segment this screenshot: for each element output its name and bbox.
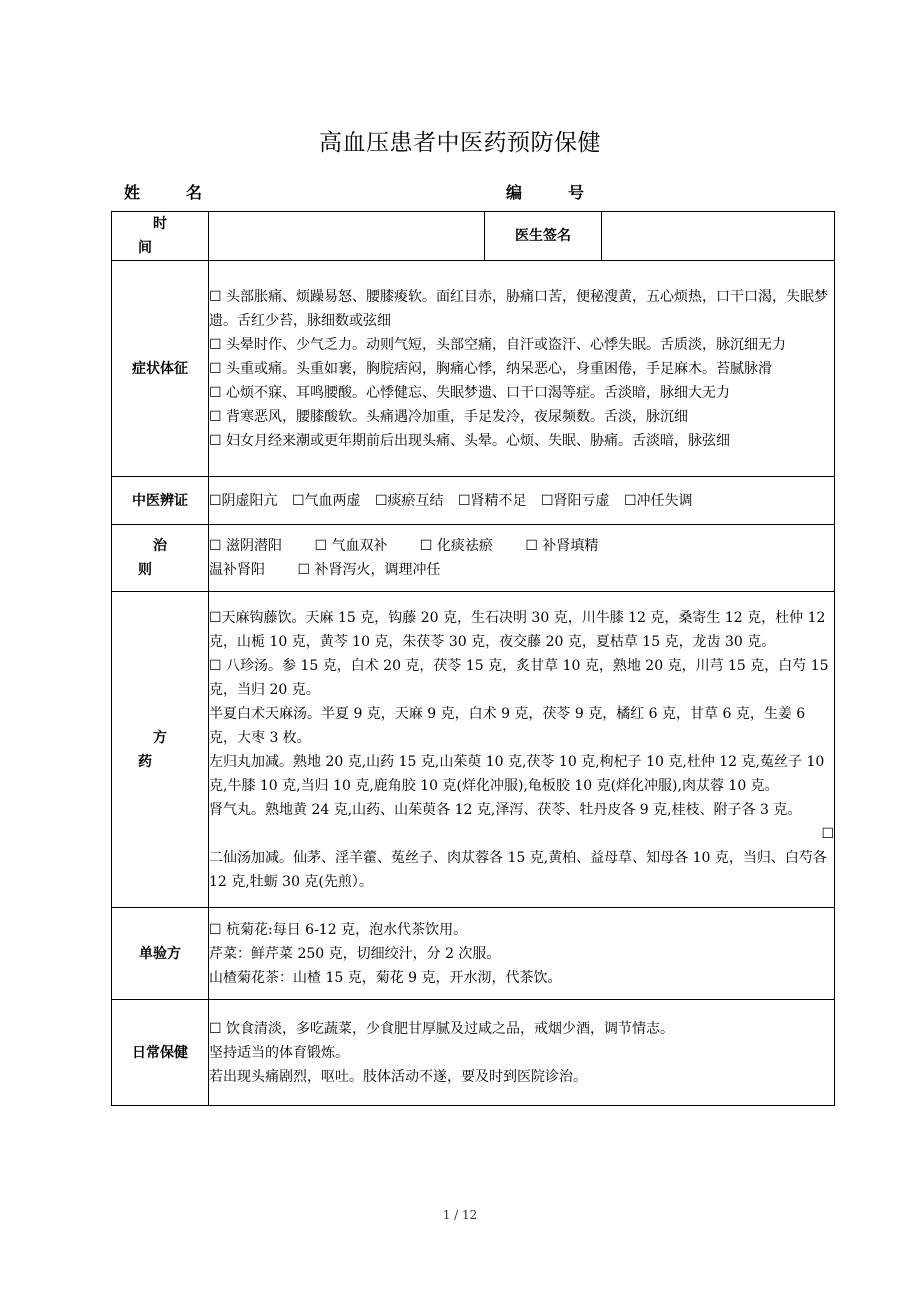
daily-care-content [209,1000,835,1106]
prescription-checkbox[interactable]: ☐ [821,825,834,842]
symptoms-content [209,261,835,477]
page-number: 1 / 12 [442,1208,478,1222]
symptom-option[interactable]: ☐ 头晕时作、少气乏力。动则气短，头部空痛，自汗或盗汗、心悸失眠。舌质淡，脉沉细无力 [209,336,786,353]
principles-label: 治则 [112,525,209,592]
remedy-item[interactable]: ☐ 杭菊花:每日 6-12 克，泡水代茶饮用。 [209,921,468,938]
prescription-option[interactable]: 半夏白术天麻汤。半夏 9 克，天麻 9 克，白术 9 克，茯苓 9 克，橘红 6 克，甘草 6 克，生姜 6 克，大枣 3 枚。 [209,705,806,746]
prescriptions-label: 方药 [112,592,209,908]
symptom-option[interactable]: ☐ 妇女月经来潮或更年期前后出现头痛、头晕。心烦、失眠、胁痛。舌淡暗，脉弦细 [209,432,730,449]
daily-care-item: 若出现头痛剧烈，呕吐。肢体活动不遂，要及时到医院诊治。 [209,1068,587,1085]
diagnosis-row [112,477,835,525]
prescription-option[interactable]: ☐天麻钩藤饮。天麻 15 克，钩藤 20 克，生石决明 30 克，川牛膝 12 克，桑寄生 12 克，杜仲 12 克，山栀 10 克，黄芩 10 克，朱茯苓 30 克，夜交藤 20 克，夏枯草 15 克，龙齿 30 克。 [209,609,826,650]
principle-options[interactable]: 温补肾阳 ☐ 补肾泻火，调理冲任 [209,562,441,578]
time-row [112,212,835,261]
name-label: 姓名 [124,183,249,202]
doctor-signature-field[interactable] [602,212,835,261]
symptom-option[interactable]: ☐ 头重或痛。头重如裹，胸脘痞闷，胸痛心悸，纳呆恶心，身重困倦，手足麻木。苔腻脉滑 [209,360,772,377]
daily-care-item[interactable]: ☐ 饮食清淡，多吃蔬菜，少食肥甘厚腻及过咸之品，戒烟少酒，调节情志。 [209,1020,674,1037]
time-label: 时间 [112,212,209,261]
daily-care-row [112,1000,835,1106]
number-label: 编号 [506,183,631,202]
prescriptions-content [209,592,835,908]
remedy-item: 山楂菊花茶：山楂 15 克，菊花 9 克，开水沏，代茶饮。 [209,969,562,986]
symptom-option[interactable]: ☐ 头部胀痛、烦躁易怒、腰膝痠软。面红目赤，胁痛口苦，便秘溲黄，五心烦热，口干口渴，失眠梦遗。舌红少苔，脉细数或弦细 [209,288,828,329]
daily-care-item: 坚持适当的体育锻炼。 [209,1044,349,1061]
prescription-option[interactable]: 肾气丸。熟地黄 24 克,山药、山茱萸各 12 克,泽泻、茯苓、牡丹皮各 9 克,桂枝、附子各 3 克。 [209,801,802,818]
remedies-label: 单验方 [112,908,209,1000]
remedies-row [112,908,835,1000]
remedies-content [209,908,835,1000]
diagnosis-options[interactable]: ☐阴虚阳亢 ☐气血两虚 ☐痰瘀互结 ☐肾精不足 ☐肾阳亏虚 ☐冲任失调 [209,477,835,525]
health-form-table [111,211,835,1106]
symptom-option[interactable]: ☐ 背寒恶风，腰膝酸软。头痛遇冷加重，手足发冷，夜尿频数。舌淡，脉沉细 [209,408,688,425]
prescription-option[interactable]: ☐ 八珍汤。参 15 克，白术 20 克，茯苓 15 克，炙甘草 10 克，熟地 20 克，川芎 15 克，白芍 15 克，当归 20 克。 [209,657,829,698]
page-title: 高血压患者中医药预防保健 [319,130,601,156]
symptoms-label: 症状体征 [112,261,209,477]
principle-options[interactable]: ☐ 滋阴潜阳 ☐ 气血双补 ☐ 化痰祛瘀 ☐ 补肾填精 [209,538,599,554]
principles-row [112,525,835,592]
time-field[interactable] [209,212,485,261]
prescriptions-row [112,592,835,908]
prescription-option[interactable]: 左归丸加减。熟地 20 克,山药 15 克,山茱萸 10 克,茯苓 10 克,枸杞子 10 克,杜仲 12 克,菟丝子 10 克,牛膝 10 克,当归 10 克,鹿角胶 10 克(烊化冲服),龟板胶 10 克(烊化冲服),肉苁蓉 10 克。 [209,753,825,794]
doctor-signature-label: 医生签名 [485,212,602,261]
remedy-item: 芹菜：鲜芹菜 250 克，切细绞汁，分 2 次服。 [209,945,501,962]
daily-care-label: 日常保健 [112,1000,209,1106]
diagnosis-label: 中医辨证 [112,477,209,525]
symptom-option[interactable]: ☐ 心烦不寐、耳鸣腰酸。心悸健忘、失眠梦遗、口干口渴等症。舌淡暗，脉细大无力 [209,384,730,401]
prescription-option[interactable]: 二仙汤加减。仙茅、淫羊藿、菟丝子、肉苁蓉各 15 克,黄柏、益母草、知母各 10 克，当归、白芍各 12 克,牡蛎 30 克(先煎）。 [209,849,827,890]
principles-content [209,525,835,592]
symptoms-row [112,261,835,477]
